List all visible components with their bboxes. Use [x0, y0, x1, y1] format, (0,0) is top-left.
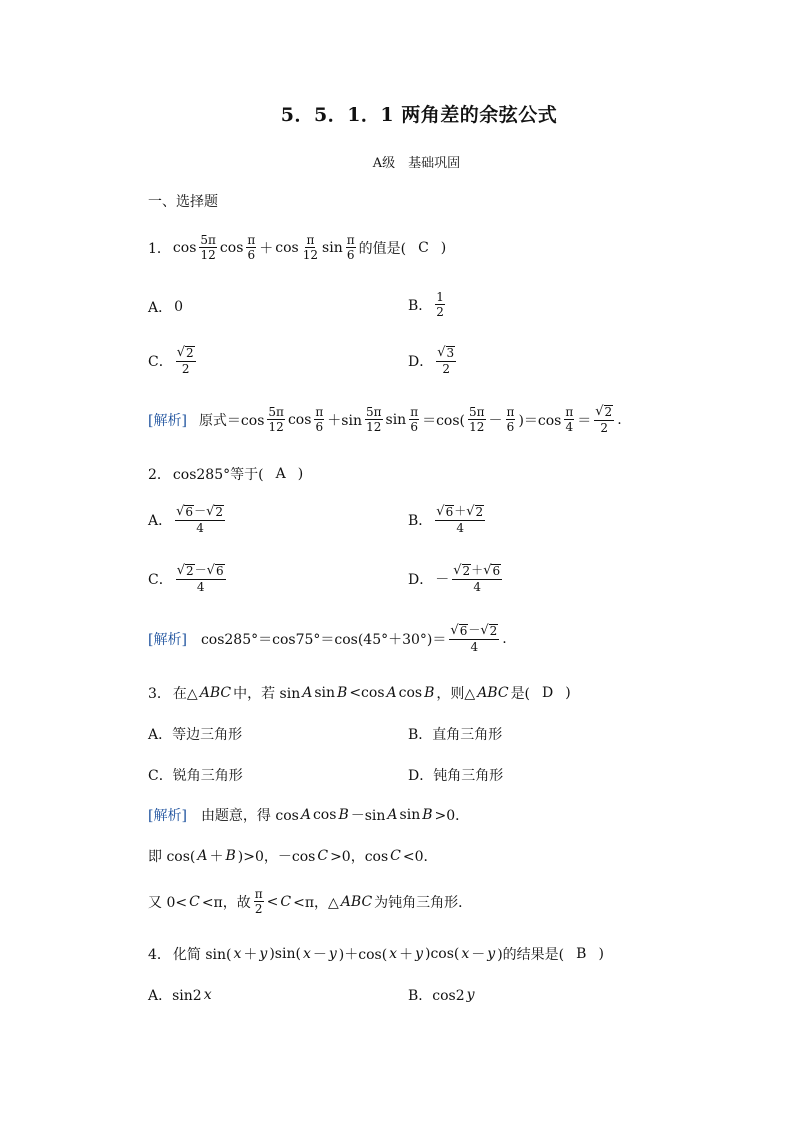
q4-number: 4．: [148, 947, 171, 963]
radicand: 3: [446, 346, 455, 360]
q2-answer: A: [275, 466, 286, 482]
q3-explanation-3: [148, 888, 472, 915]
radicand: 2: [462, 564, 471, 578]
expl-text: 为钝角三角形．: [374, 894, 473, 911]
operator: ＋: [471, 563, 484, 577]
q3-explanation-1: [148, 805, 469, 825]
frac-den: 4: [473, 580, 481, 595]
expl-text: )>0，－cos: [237, 849, 316, 865]
q1-frac-den: 12: [302, 248, 319, 262]
radicand: 2: [186, 346, 194, 360]
q1-plus: ＋: [259, 240, 274, 257]
q4-option-b: [408, 985, 475, 1005]
question-4: [148, 944, 604, 964]
q3-number: 3．: [148, 686, 171, 702]
q4-var: x: [233, 946, 242, 962]
sqrt-symbol: √ 3: [437, 345, 455, 360]
q3-answer: D: [542, 685, 554, 701]
q4-answer: B: [576, 946, 587, 962]
q1-frac-5pi-12: [199, 234, 217, 261]
option-fraction: [436, 346, 456, 375]
frac-den: 2: [600, 421, 609, 436]
q4-text: )cos(: [425, 946, 460, 962]
q3-option-d: D．钝角三角形: [408, 768, 504, 784]
frac-den: 4: [565, 420, 574, 435]
frac-den: 4: [196, 521, 204, 536]
option-text: A．sin2: [148, 988, 202, 1004]
frac-den: 2: [254, 902, 263, 916]
frac-num: π: [254, 887, 263, 901]
q1-option-d: [408, 346, 457, 375]
q2-option-b: [408, 505, 486, 534]
q3-var: ABC: [199, 685, 232, 701]
expl-text: 即 cos(: [148, 849, 196, 865]
radicand: 2: [489, 624, 498, 638]
option-label: B．: [408, 297, 433, 314]
frac-den: 6: [410, 420, 418, 435]
q2-option-a: [148, 505, 226, 534]
expl-frac: [267, 406, 285, 433]
sqrt-symbol: √ 2: [480, 623, 498, 638]
expl-text: －sin: [350, 808, 386, 824]
expl-var: B: [338, 807, 349, 823]
sqrt-symbol: √ 2: [453, 563, 471, 578]
q4-var: y: [415, 946, 423, 962]
q1-term: sin: [322, 239, 343, 256]
sqrt-symbol: √ 2: [466, 504, 484, 519]
radicand: 6: [492, 564, 501, 578]
expl-frac: [506, 406, 516, 433]
expl-var: B: [422, 807, 433, 823]
q3-text: ，则△: [436, 686, 476, 702]
q3-var: B: [424, 685, 435, 701]
q1-frac-pi-6b: [346, 234, 356, 261]
frac-num: 5π: [365, 405, 382, 420]
expl-var: C: [280, 893, 292, 910]
q1-number: 1．: [148, 240, 171, 257]
frac-den: 2: [436, 305, 444, 319]
operator: －: [435, 571, 450, 588]
sqrt-symbol: √ 2: [206, 504, 224, 519]
question-1: [148, 234, 446, 261]
expl-text: )＝cos: [518, 412, 562, 429]
expl-text: 由题意，得 cos: [200, 808, 299, 824]
q4-text: )sin(: [269, 946, 301, 962]
explanation-tag: [解析]: [148, 631, 187, 648]
expl-text: 原式＝cos: [198, 412, 265, 429]
frac-num: 1: [436, 290, 444, 304]
q1-option-a: [148, 297, 183, 317]
expl-text: .: [502, 630, 507, 647]
q3-text: 中，若 sin: [233, 686, 301, 702]
radicand: 2: [604, 405, 613, 419]
option-label: A．: [148, 512, 173, 529]
question-3: [148, 683, 571, 703]
frac-den: 6: [506, 420, 515, 435]
q4-var: y: [487, 946, 496, 962]
option-label: C．: [148, 353, 173, 370]
expl-text: 又 0<: [148, 894, 188, 911]
option-label: A．: [148, 300, 173, 316]
q4-text: ＋: [243, 947, 258, 963]
expl-var: B: [225, 848, 236, 864]
expl-var: A: [387, 807, 398, 823]
frac-den: 12: [469, 420, 485, 435]
expl-text: ＝cos(: [422, 412, 466, 429]
q4-var: x: [389, 946, 398, 962]
frac-num: π: [565, 405, 574, 420]
frac-num: π: [506, 405, 515, 420]
sqrt-symbol: √ 6: [436, 504, 454, 519]
q3-var: ABC: [477, 685, 509, 701]
expl-text: ＋sin: [327, 412, 362, 429]
frac-num: π: [315, 405, 324, 420]
page-title: 5．5．1．1 两角差的余弦公式: [280, 104, 558, 126]
frac-den: 2: [181, 362, 190, 377]
q4-var: x: [302, 946, 311, 962]
option-fraction: [175, 505, 225, 534]
expl-text: ＋: [209, 849, 224, 865]
expl-text: sin: [385, 411, 407, 428]
q4-text: )＋cos(: [338, 947, 388, 963]
q3-option-b: B．直角三角形: [408, 727, 503, 743]
q1-frac-num: π: [306, 233, 315, 247]
q2-explanation: [148, 624, 507, 653]
option-fraction: [176, 346, 196, 375]
expl-text: －: [488, 412, 503, 429]
operator: －: [194, 504, 207, 518]
expl-var: C: [317, 848, 329, 864]
q3-text: sin: [314, 685, 336, 701]
option-var: x: [203, 987, 212, 1003]
sqrt-symbol: √ 2: [176, 345, 194, 360]
option-label: B．: [408, 512, 433, 529]
frac-den: 4: [470, 640, 479, 655]
frac-den: 12: [268, 420, 284, 435]
frac-den: 4: [456, 521, 465, 536]
option-fraction: [176, 564, 226, 593]
operator: －: [468, 623, 481, 637]
expl-frac: [594, 405, 614, 434]
sqrt-symbol: √ 2: [595, 404, 613, 419]
q1-term: cos: [219, 239, 244, 256]
radicand: 6: [445, 505, 454, 519]
option-text: B．cos2: [408, 988, 465, 1004]
q3-explanation-2: [148, 846, 438, 866]
q1-tail: 的值是(: [358, 240, 407, 257]
frac-den: 2: [442, 362, 451, 377]
radicand: 6: [215, 564, 224, 578]
q4-option-a: [148, 985, 212, 1005]
expl-text: <0．: [402, 849, 438, 865]
radicand: 2: [475, 505, 484, 519]
option-var: y: [466, 987, 475, 1003]
sqrt-symbol: √ 6: [176, 504, 194, 519]
expl-text: cos: [312, 807, 337, 823]
q4-text: ＋: [399, 947, 414, 963]
operator: ＋: [454, 504, 467, 518]
expl-text: <π，△: [293, 894, 339, 911]
q1-frac-num: π: [247, 233, 256, 247]
q2-option-d: [408, 564, 503, 593]
q3-text: <cos: [349, 685, 385, 701]
expl-var: A: [197, 848, 208, 864]
expl-frac: [449, 624, 499, 653]
q4-text: －: [471, 947, 486, 963]
option-label: C．: [148, 571, 173, 588]
q3-var: A: [386, 685, 397, 701]
sqrt-symbol: √ 6: [450, 623, 468, 638]
q3-var: A: [302, 685, 313, 701]
q1-explanation: [148, 405, 622, 434]
sqrt-symbol: √ 6: [483, 563, 501, 578]
radicand: 2: [186, 564, 194, 578]
option-label: D．: [408, 571, 434, 588]
radicand: 6: [459, 624, 468, 638]
q3-text: cos: [398, 685, 423, 701]
q2-close: ): [297, 466, 304, 482]
option-fraction: [435, 505, 485, 534]
q1-frac-pi-12: [302, 234, 319, 261]
q1-option-c: [148, 346, 197, 375]
q1-close: ): [440, 239, 447, 256]
expl-text: cos: [287, 411, 312, 428]
option-label: D．: [408, 353, 434, 370]
option-value: 0: [174, 299, 184, 315]
expl-text: sin: [399, 807, 421, 823]
sqrt-symbol: √ 6: [206, 563, 224, 578]
expl-text: <π，故: [201, 894, 251, 911]
page-subtitle: A级 基础巩固: [372, 156, 461, 171]
q3-var: B: [337, 685, 348, 701]
q2-stem: cos285°等于(: [172, 467, 264, 483]
q1-frac-pi-6: [246, 234, 256, 261]
q1-frac-den: 6: [247, 248, 256, 262]
q3-option-c: C．锐角三角形: [148, 768, 243, 784]
q3-text: 在△: [172, 686, 198, 702]
expl-var: A: [300, 807, 311, 823]
q3-close: ): [565, 685, 571, 701]
expl-text: ＝: [577, 412, 592, 429]
option-fraction: [435, 291, 445, 318]
expl-frac: [314, 406, 324, 433]
q2-number: 2．: [148, 467, 171, 483]
frac-den: 12: [366, 420, 382, 435]
frac-num: 5π: [268, 405, 284, 420]
q4-var: y: [328, 946, 337, 962]
expl-text: >0，cos: [330, 849, 389, 865]
frac-den: 4: [196, 580, 205, 595]
frac-den: 6: [315, 420, 324, 435]
explanation-tag: [解析]: [148, 412, 187, 429]
q4-text: )的结果是(: [497, 947, 565, 963]
expl-frac: [564, 406, 574, 433]
q4-close: ): [598, 946, 604, 962]
q1-answer: C: [418, 239, 429, 256]
q2-option-c: [148, 564, 227, 593]
section-heading: 一、选择题: [148, 194, 218, 210]
expl-var: C: [390, 848, 401, 864]
q1-frac-den: 6: [346, 248, 355, 262]
expl-frac: [468, 406, 486, 433]
expl-text: cos285°＝cos75°＝cos(45°＋30°)＝: [200, 631, 447, 648]
expl-var: ABC: [340, 893, 373, 910]
radicand: 2: [215, 505, 224, 519]
expl-frac: [365, 406, 383, 433]
explanation-tag: [解析]: [148, 808, 187, 824]
q3-option-a: A．等边三角形: [148, 727, 243, 743]
sqrt-symbol: √ 2: [176, 563, 194, 578]
q1-frac-num: π: [346, 233, 355, 247]
expl-text: .: [617, 411, 622, 428]
q3-text: 是(: [510, 686, 531, 702]
expl-frac: [409, 406, 419, 433]
frac-num: 5π: [469, 405, 485, 420]
frac-num: π: [410, 405, 419, 420]
q4-var: y: [259, 946, 268, 962]
q1-frac-den: 12: [200, 248, 216, 262]
q1-frac-num: 5π: [200, 233, 216, 247]
question-2: [148, 464, 303, 484]
q4-var: x: [461, 946, 470, 962]
option-fraction: [452, 564, 502, 593]
expl-var: C: [189, 893, 200, 910]
q1-term: cos: [172, 239, 197, 256]
expl-text: <: [266, 893, 279, 910]
q1-option-b: [408, 291, 446, 318]
expl-frac: [254, 888, 264, 915]
q4-text: 化简 sin(: [172, 947, 232, 963]
expl-text: >0．: [434, 808, 470, 824]
q1-term: cos: [275, 239, 299, 256]
operator: －: [194, 563, 207, 577]
q4-text: －: [312, 947, 327, 963]
radicand: 6: [185, 505, 194, 519]
